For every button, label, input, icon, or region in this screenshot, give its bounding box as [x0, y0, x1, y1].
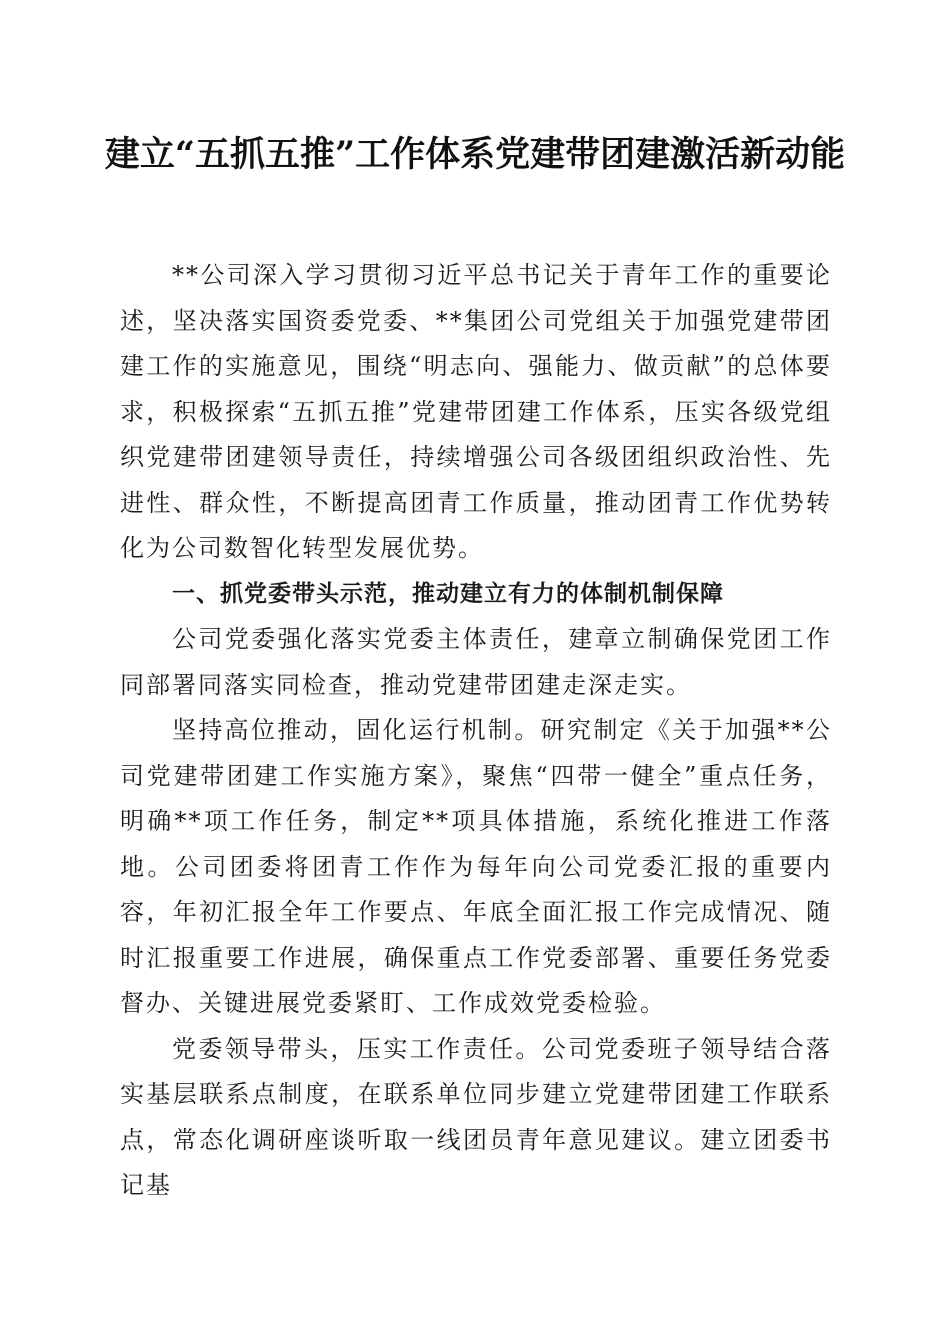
section-heading-1: 一、抓党委带头示范，推动建立有力的体制机制保障	[172, 580, 724, 607]
document-title: 建立“五抓五推”工作体系党建带团建激活新动能	[104, 134, 846, 175]
paragraph-intro: **公司深入学习贯彻习近平总书记关于青年工作的重要论述，坚决落实国资委党委、**集团公司党组关于加强党建带团建工作的实施意见，围绕“明志向、强能力、做贡献”的总体要求，积极探索“五抓五推”党建带团建工作体系，压实各级党组织党建带团建领导责任，持续增强公司各级团组织政治性、先进性、群众性，不断提高团青工作质量，推动团青工作优势转化为公司数智化转型发展优势。	[120, 261, 832, 562]
paragraph-high-level-push: 坚持高位推动，固化运行机制。研究制定《关于加强**公司党建带团建工作实施方案》，聚焦“四带一健全”重点任务，明确**项工作任务，制定**项具体措施，系统化推进工作落地。公司团委将团青工作作为每年向公司党委汇报的重要内容，年初汇报全年工作要点、年底全面汇报工作完成情况、随时汇报重要工作进展，确保重点工作党委部署、重要任务党委督办、关键进展党委紧盯、工作成效党委检验。	[120, 716, 832, 1017]
paragraph-leadership: 党委领导带头，压实工作责任。公司党委班子领导结合落实基层联系点制度，在联系单位同步建立党建带团建工作联系点，常态化调研座谈听取一线团员青年意见建议。建立团委书记基	[120, 1034, 832, 1199]
document-body	[120, 253, 832, 1209]
paragraph-section1-summary: 公司党委强化落实党委主体责任，建章立制确保党团工作同部署同落实同检查，推动党建带团建走深走实。	[120, 625, 832, 699]
